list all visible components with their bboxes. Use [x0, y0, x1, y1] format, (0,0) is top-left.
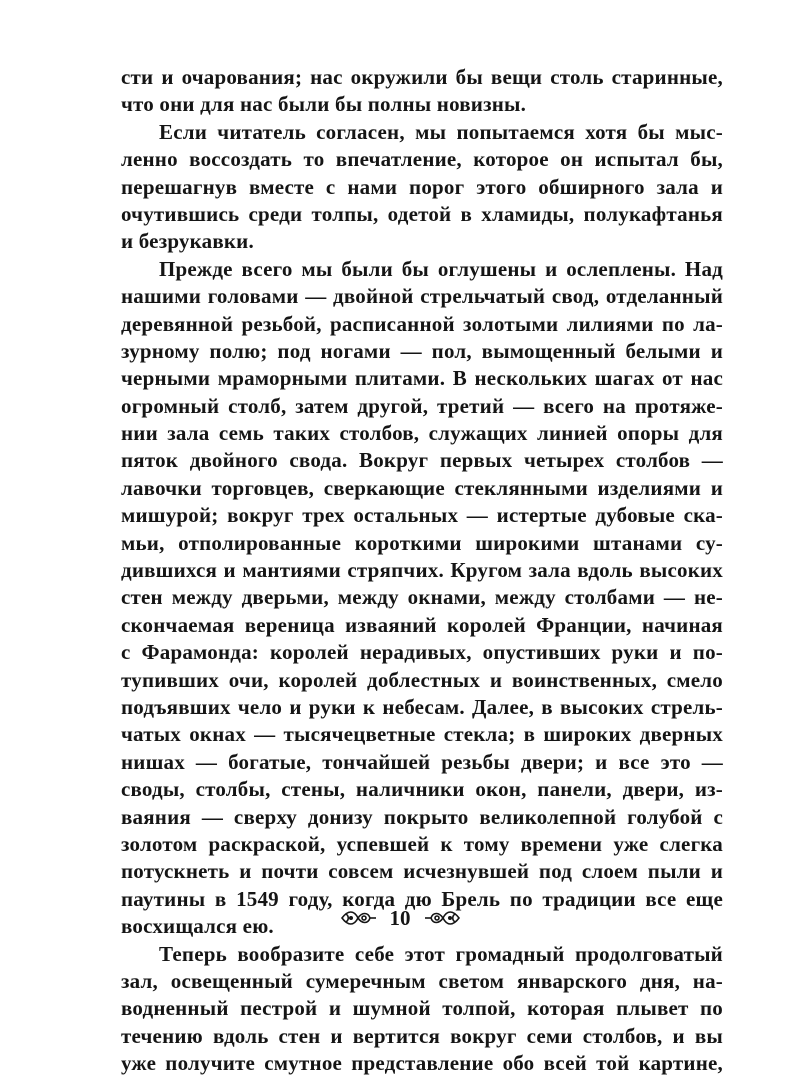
text-line: водненный пестрой и шумной толпой, которая плывет по	[121, 996, 723, 1021]
left-ornament-icon	[340, 907, 378, 929]
text-line: нашими головами — двойной стрельчатый свод, отделанный	[121, 284, 723, 309]
text-line: нии зала семь таких столбов, служащих линией опоры для	[121, 421, 723, 446]
text-line: Прежде всего мы были бы оглушены и ослеплены. Над	[159, 256, 723, 281]
text-line: что они для нас были бы полны новизны.	[121, 92, 527, 117]
text-line: дившихся и мантиями стряпчих. Кругом зала вдоль высоких	[121, 558, 723, 583]
text-line: мишурой; вокруг трех остальных — истертые дубовые ска-	[121, 503, 723, 528]
text-line: деревянной резьбой, расписанной золотыми лилиями по ла-	[121, 311, 723, 336]
text-line: своды, столбы, стены, наличники окон, панели, двери, из-	[121, 777, 723, 802]
text-line: сти и очарования; нас окружили бы вещи столь старинные,	[121, 65, 723, 89]
page-number: 10	[389, 906, 411, 930]
text-line: черными мраморными плитами. В нескольких шагах от нас	[121, 366, 723, 391]
text-line: восхищался ею.	[121, 914, 274, 939]
text-line: пяток двойного свода. Вокруг первых четырех столбов —	[121, 448, 723, 473]
text-line: тупивших очи, королей доблестных и воинственных, смело	[121, 667, 723, 692]
text-line: паутины в 1549 году, когда дю Брель по традиции все еще	[121, 886, 723, 911]
text-line: лавочки торговцев, сверкающие стеклянными изделиями и	[121, 475, 723, 500]
text-line: золотом раскраской, успевшей к тому времени уже слегка	[121, 831, 723, 856]
text-line: очутившись среди толпы, одетой в хламиды, полукафтанья	[121, 201, 723, 226]
text-line: огромный столб, затем другой, третий — всего на протяже-	[121, 393, 723, 418]
right-ornament-icon	[423, 907, 461, 929]
page-footer	[0, 902, 800, 934]
text-line: стен между дверьми, между окнами, между столбами — не-	[121, 585, 723, 610]
text-line: уже получите смутное представление обо всей той картине,	[121, 1051, 723, 1076]
text-line: и безрукавки.	[121, 229, 254, 254]
text-line: зал, освещенный сумеречным светом январского дня, на-	[121, 968, 723, 993]
text-line: течению вдоль стен и вертится вокруг семи столбов, и вы	[121, 1023, 723, 1048]
text-line: с Фарамонда: королей нерадивых, опустивших руки и по-	[121, 640, 723, 665]
text-line: скончаемая вереница изваяний королей Франции, начиная	[121, 612, 723, 637]
text-line: Если читатель согласен, мы попытаемся хотя бы мыс-	[159, 119, 723, 144]
text-line: Теперь вообразите себе этот громадный продолговатый	[159, 941, 723, 966]
text-line: чатых окнах — тысячецветные стекла; в широких дверных	[121, 722, 723, 747]
text-line: мьи, отполированные короткими широкими штанами су-	[121, 530, 723, 555]
text-line: зурному полю; под ногами — пол, вымощенный белыми и	[121, 338, 723, 363]
text-line: ленно воссоздать то впечатление, которое он испытал бы,	[121, 147, 723, 172]
text-line: подъявших чело и руки к небесам. Далее, в высоких стрель-	[121, 694, 723, 719]
text-line: нишах — богатые, тончайшей резьбы двери; и все это —	[121, 749, 723, 774]
text-line: ваяния — сверху донизу покрыто великолепной голубой с	[121, 804, 723, 829]
text-line: перешагнув вместе с нами порог этого обширного зала и	[121, 174, 723, 199]
text-line: потускнеть и почти совсем исчезнувшей под слоем пыли и	[121, 859, 723, 884]
